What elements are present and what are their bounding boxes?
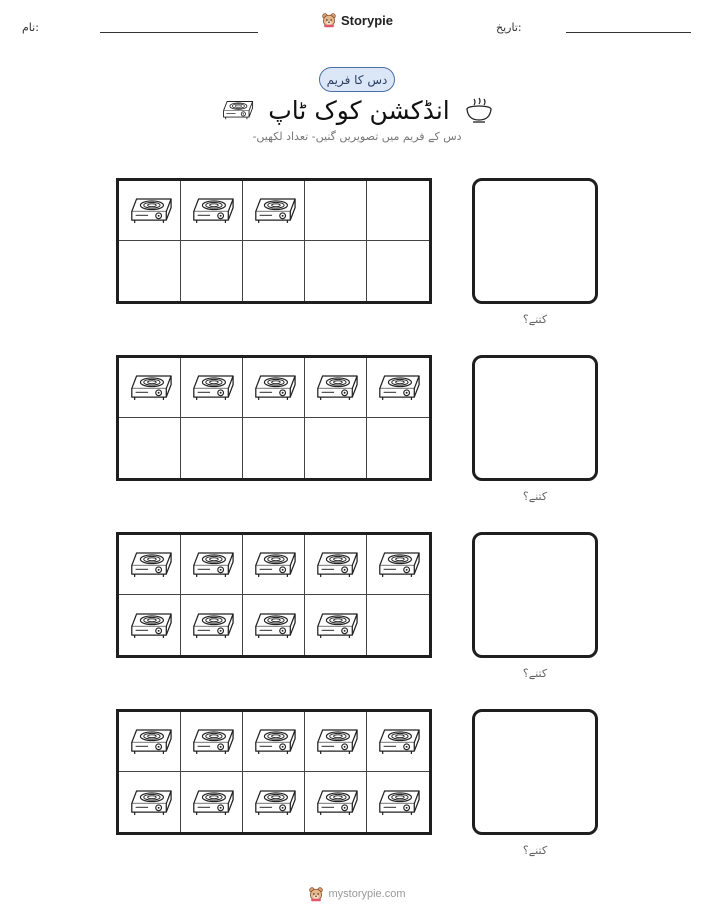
induction-cooktop-icon xyxy=(189,609,235,642)
frame-cell xyxy=(367,181,429,241)
induction-cooktop-icon xyxy=(127,725,173,758)
brand-name: Storypie xyxy=(340,12,393,28)
frame-cell xyxy=(181,712,243,772)
frame-cell xyxy=(367,358,429,418)
induction-cooktop-icon xyxy=(251,725,297,758)
induction-cooktop-icon xyxy=(375,548,421,581)
induction-cooktop-icon xyxy=(313,609,359,642)
frame-cell xyxy=(243,358,305,418)
induction-cooktop-icon xyxy=(189,371,235,404)
induction-cooktop-icon xyxy=(189,548,235,581)
induction-cooktop-icon xyxy=(189,725,235,758)
frame-cell xyxy=(243,595,305,655)
ten-frame-badge: دس کا فریم xyxy=(319,67,395,92)
frame-cell xyxy=(119,241,181,301)
frame-cell xyxy=(119,595,181,655)
footer xyxy=(0,886,714,902)
title-row xyxy=(0,92,714,128)
frame-cell xyxy=(243,772,305,832)
frame-cell xyxy=(119,418,181,478)
instructions: دس کے فریم میں تصویریں گنیں- تعداد لکھیں- xyxy=(252,130,462,143)
frame-cell xyxy=(243,181,305,241)
footer-url[interactable]: mystorypie.com xyxy=(328,888,406,900)
induction-cooktop-icon xyxy=(375,786,421,819)
induction-cooktop-icon xyxy=(313,548,359,581)
frame-cell xyxy=(367,712,429,772)
frame-cell xyxy=(305,772,367,832)
frame-cell xyxy=(367,418,429,478)
frame-cell xyxy=(305,712,367,772)
induction-cooktop-icon xyxy=(251,609,297,642)
induction-cooktop-icon xyxy=(251,786,297,819)
induction-cooktop-icon xyxy=(313,371,359,404)
soup-bowl-icon xyxy=(464,96,494,124)
frame-cell xyxy=(181,241,243,301)
page-title: انڈکشن کوک ٹاپ xyxy=(268,95,450,125)
answer-box-2[interactable] xyxy=(472,355,598,481)
brand-header xyxy=(0,12,714,28)
induction-cooktop-icon xyxy=(251,194,297,227)
frame-cell xyxy=(119,772,181,832)
name-label: نام: xyxy=(22,21,39,34)
induction-cooktop-icon xyxy=(127,786,173,819)
frame-cell xyxy=(119,535,181,595)
induction-cooktop-icon xyxy=(189,786,235,819)
frame-cell xyxy=(305,418,367,478)
induction-cooktop-icon xyxy=(313,786,359,819)
induction-cooktop-icon xyxy=(127,548,173,581)
how-many-label-1: کتنے؟ xyxy=(522,313,548,326)
frame-cell xyxy=(305,595,367,655)
how-many-label-4: کتنے؟ xyxy=(522,844,548,857)
ten-frame-4 xyxy=(116,709,432,835)
storypie-logo-icon xyxy=(321,12,337,28)
date-label: تاریخ: xyxy=(496,21,522,34)
frame-cell xyxy=(367,535,429,595)
ten-frame-1 xyxy=(116,178,432,304)
answer-box-4[interactable] xyxy=(472,709,598,835)
frame-cell xyxy=(181,418,243,478)
frame-cell xyxy=(119,712,181,772)
frame-cell xyxy=(243,418,305,478)
frame-cell xyxy=(305,241,367,301)
induction-cooktop-icon xyxy=(251,548,297,581)
induction-cooktop-icon xyxy=(127,371,173,404)
answer-box-3[interactable] xyxy=(472,532,598,658)
frame-cell xyxy=(181,535,243,595)
frame-cell xyxy=(305,181,367,241)
frame-cell xyxy=(305,535,367,595)
induction-cooktop-icon xyxy=(127,194,173,227)
how-many-label-3: کتنے؟ xyxy=(522,667,548,680)
induction-cooktop-icon xyxy=(220,97,254,123)
frame-cell xyxy=(181,772,243,832)
name-line[interactable] xyxy=(100,32,258,33)
ten-frame-2 xyxy=(116,355,432,481)
frame-cell xyxy=(243,535,305,595)
frame-cell xyxy=(243,241,305,301)
frame-cell xyxy=(367,241,429,301)
frame-cell xyxy=(181,595,243,655)
answer-box-1[interactable] xyxy=(472,178,598,304)
frame-cell xyxy=(181,358,243,418)
induction-cooktop-icon xyxy=(251,371,297,404)
frame-cell xyxy=(119,358,181,418)
induction-cooktop-icon xyxy=(375,725,421,758)
frame-cell xyxy=(119,181,181,241)
storypie-logo-icon xyxy=(308,886,324,902)
ten-frame-3 xyxy=(116,532,432,658)
induction-cooktop-icon xyxy=(375,371,421,404)
frame-cell xyxy=(181,181,243,241)
frame-cell xyxy=(305,358,367,418)
frame-cell xyxy=(243,712,305,772)
frame-cell xyxy=(367,595,429,655)
induction-cooktop-icon xyxy=(189,194,235,227)
induction-cooktop-icon xyxy=(127,609,173,642)
date-line[interactable] xyxy=(566,32,691,33)
frame-cell xyxy=(367,772,429,832)
how-many-label-2: کتنے؟ xyxy=(522,490,548,503)
induction-cooktop-icon xyxy=(313,725,359,758)
